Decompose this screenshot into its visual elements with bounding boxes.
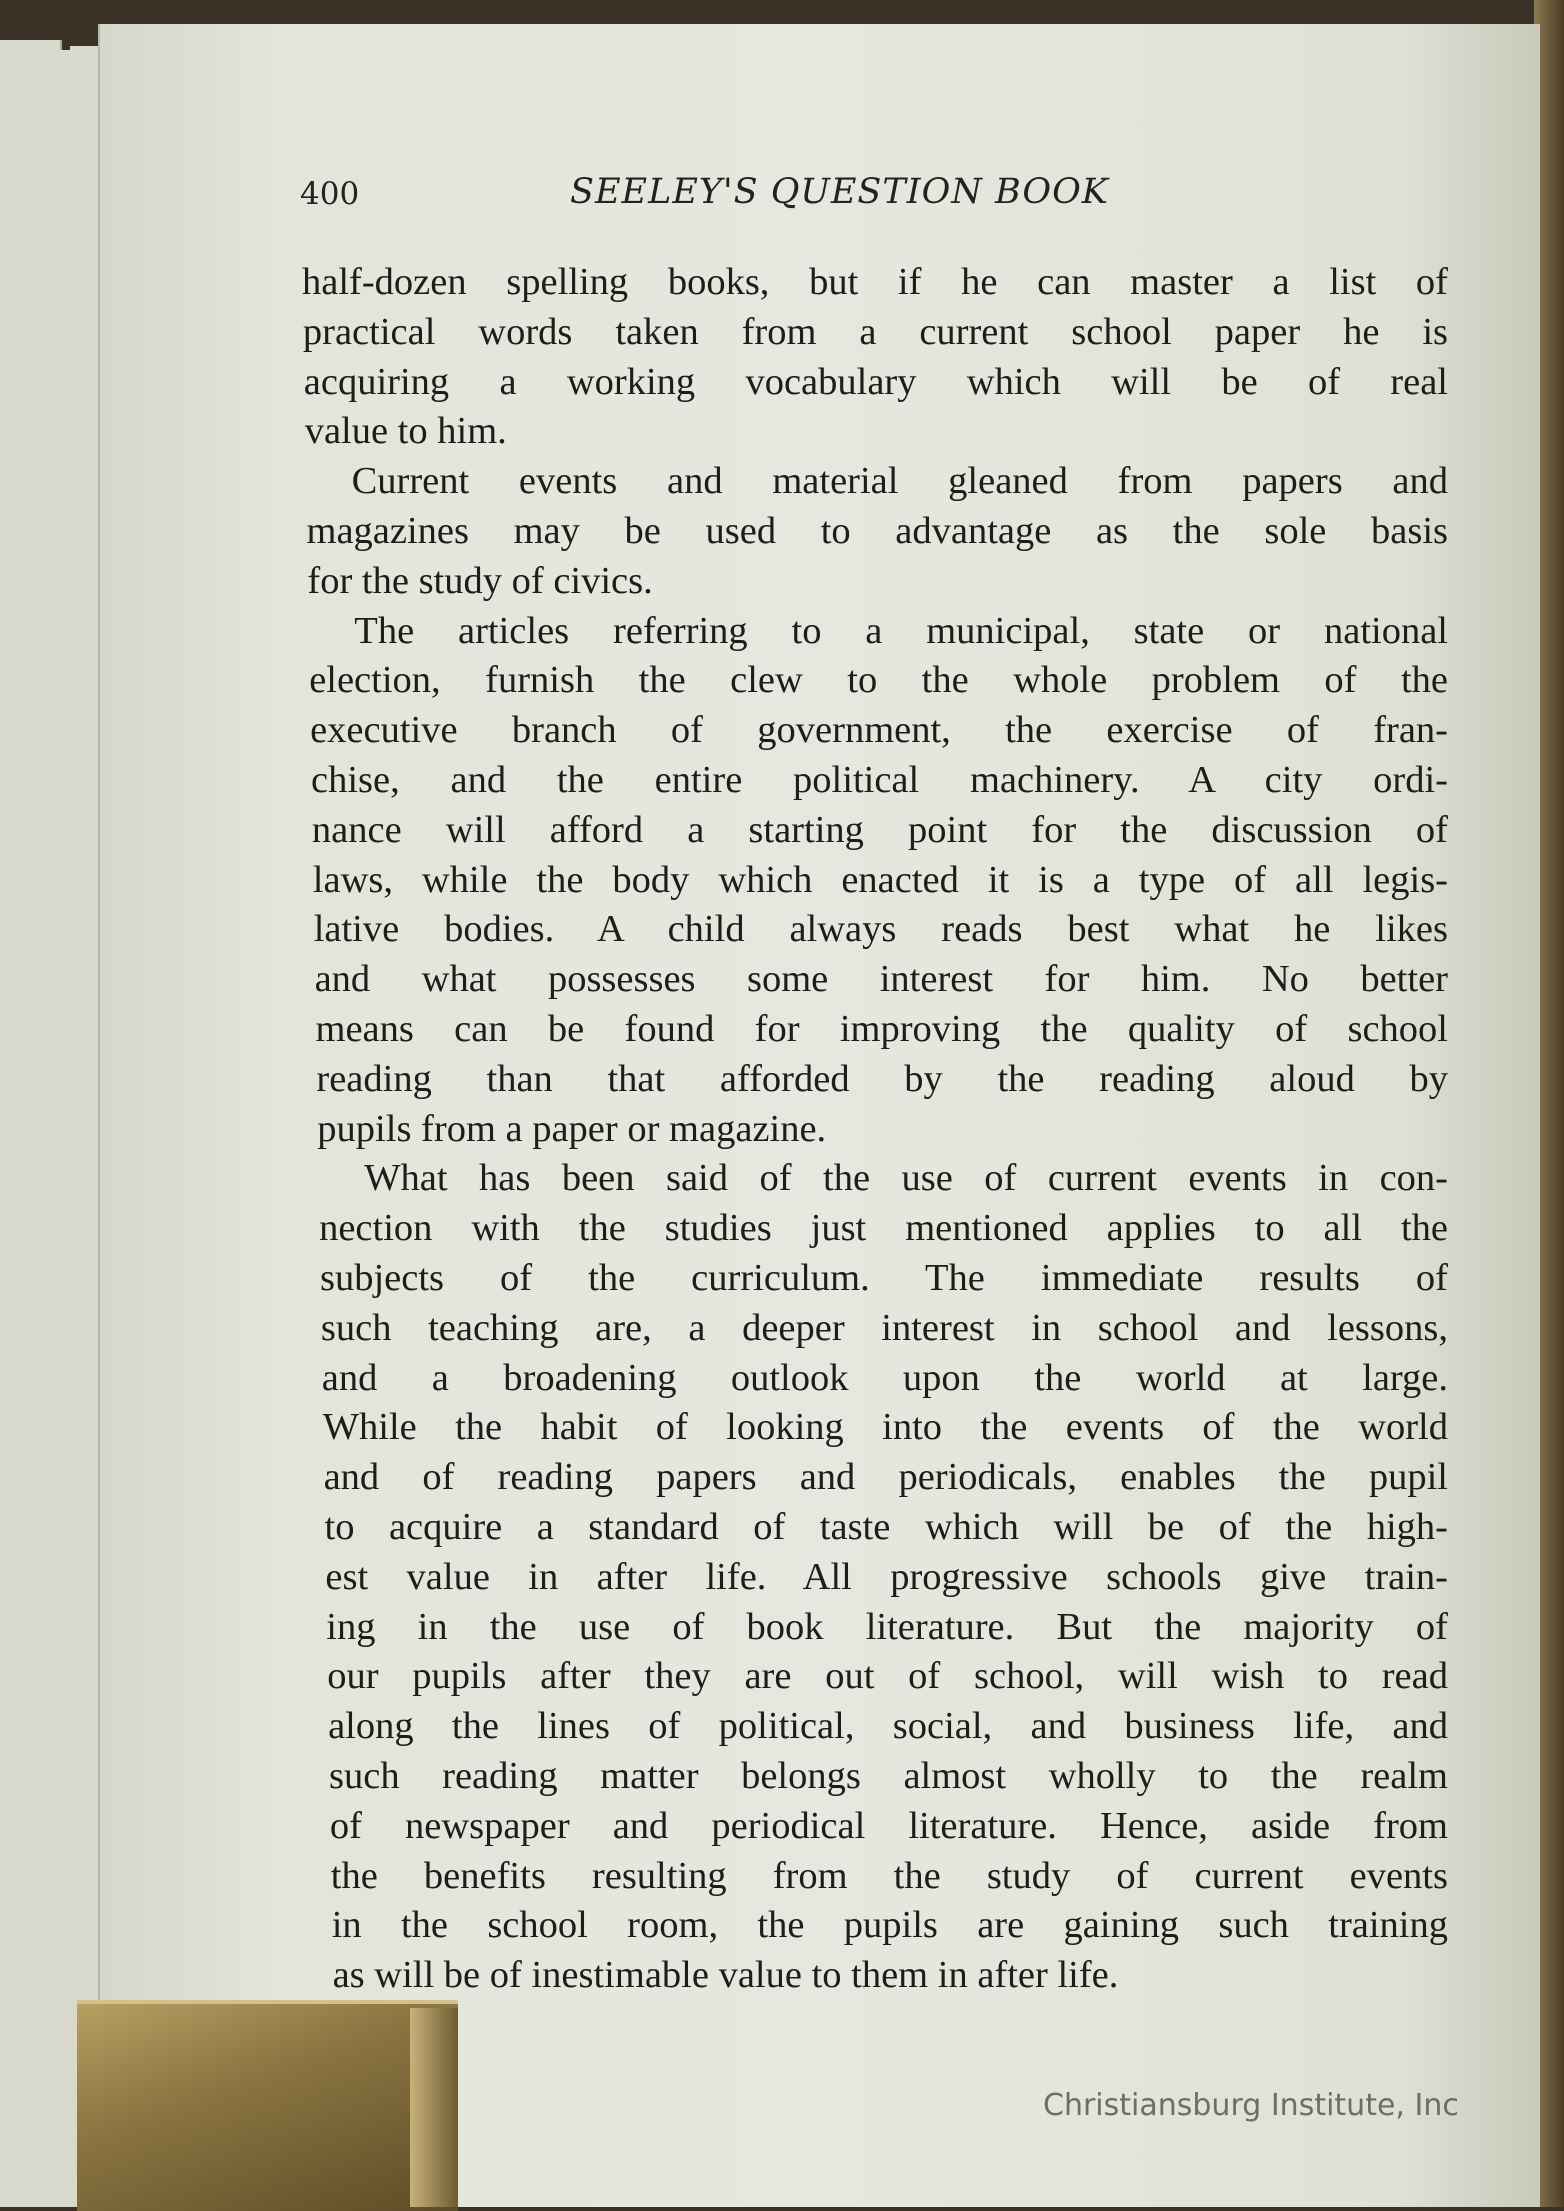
- page-body-text: [302, 258, 1448, 2001]
- text-line: nection with the studies just mentioned applies to all the: [319, 1207, 1448, 1250]
- text-line: of newspaper and periodical literature. Hence, aside from: [329, 1804, 1448, 1847]
- text-line: value to him.: [304, 410, 507, 453]
- running-title: SEELEY'S QUESTION BOOK: [570, 172, 1109, 212]
- text-line: and a broadening outlook upon the world at large.: [321, 1356, 1448, 1399]
- text-line: lative bodies. A child always reads best what he likes: [313, 908, 1448, 951]
- text-line: and what possesses some interest for him. No better: [314, 958, 1448, 1001]
- text-line: executive branch of government, the exercise of fran-: [310, 709, 1448, 752]
- text-line: est value in after life. All progressive schools give train-: [325, 1555, 1448, 1598]
- text-line: reading than that afforded by the reading aloud by: [316, 1057, 1448, 1100]
- text-line: What has been said of the use of current events in con-: [364, 1157, 1448, 1200]
- text-line: ing in the use of book literature. But the majority of: [326, 1605, 1448, 1648]
- text-line: acquiring a working vocabulary which will be of real: [303, 360, 1448, 403]
- text-line: such reading matter belongs almost wholly to the realm: [329, 1754, 1448, 1797]
- text-line: means can be found for improving the quality of school: [315, 1007, 1448, 1050]
- text-line: nance will afford a starting point for the discussion of: [311, 808, 1448, 851]
- text-line: laws, while the body which enacted it is a type of all legis-: [312, 858, 1448, 901]
- text-line: subjects of the curriculum. The immediate results of: [320, 1256, 1448, 1299]
- text-line: chise, and the entire political machinery. A city ordi-: [311, 758, 1448, 801]
- text-line: election, furnish the clew to the whole problem of the: [309, 659, 1448, 702]
- text-line: to acquire a standard of taste which will be of the high-: [324, 1505, 1448, 1548]
- text-line: The articles referring to a municipal, state or national: [354, 609, 1448, 652]
- page-number: 400: [300, 176, 360, 212]
- text-line: half-dozen spelling books, but if he can master a list of: [302, 261, 1448, 303]
- text-line: for the study of civics.: [307, 559, 653, 602]
- text-line: and of reading papers and periodicals, enables the pupil: [323, 1456, 1448, 1499]
- text-line: magazines may be used to advantage as the sole basis: [306, 509, 1448, 552]
- book-weight-object-side: [410, 2008, 458, 2207]
- text-line: Current events and material gleaned from papers and: [351, 460, 1448, 503]
- text-line: such teaching are, a deeper interest in school and lessons,: [320, 1306, 1448, 1349]
- watermark: Christiansburg Institute, Inc: [1043, 2088, 1459, 2123]
- text-line: pupils from a paper or magazine.: [317, 1107, 827, 1150]
- text-line: the benefits resulting from the study of current events: [330, 1854, 1448, 1897]
- text-line: our pupils after they are out of school, will wish to read: [327, 1655, 1448, 1698]
- text-line: in the school room, the pupils are gaining such training: [331, 1904, 1448, 1947]
- page-header: [300, 172, 1200, 222]
- text-line: as will be of inestimable value to them in after life.: [332, 1954, 1119, 1997]
- book-weight-object: [77, 2000, 458, 2211]
- text-line: along the lines of political, social, and business life, and: [328, 1705, 1448, 1748]
- text-line: practical words taken from a current school paper he is: [302, 310, 1448, 353]
- text-line: While the habit of looking into the events of the world: [322, 1406, 1448, 1449]
